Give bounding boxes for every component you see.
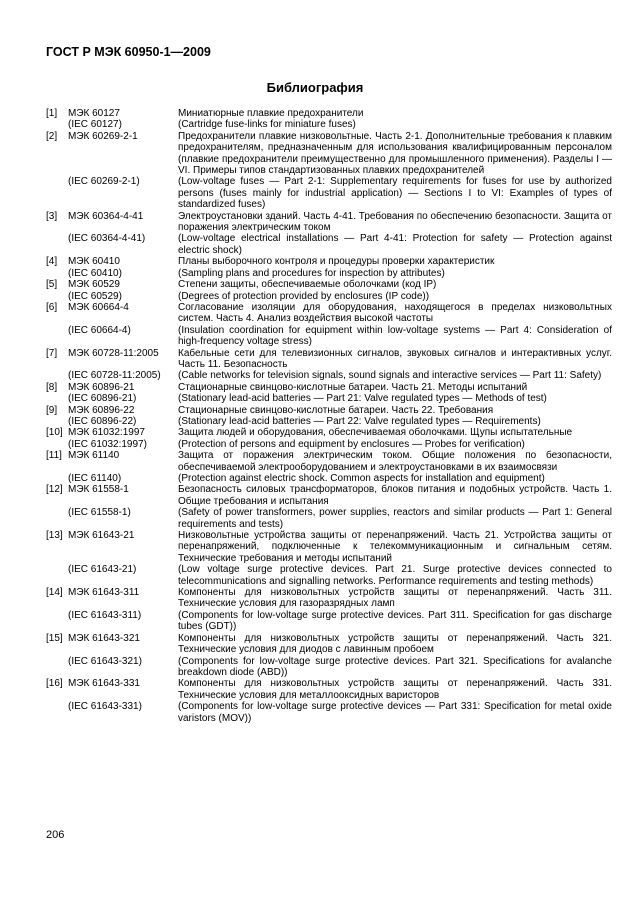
bibliography-entry	[46, 587, 612, 610]
bibliography-entry	[46, 119, 612, 130]
entry-code: (IEC 61643-21)	[68, 564, 137, 576]
entry-number	[46, 370, 68, 381]
entry-code: (IEC 61032:1997)	[68, 438, 147, 450]
entry-code: (IEC 60896-21)	[68, 393, 137, 405]
bibliography-entry	[46, 610, 612, 633]
page-number: 206	[46, 829, 65, 841]
bibliography-entry	[46, 507, 612, 530]
bibliography-entry	[46, 656, 612, 679]
entry-code: МЭК 60410	[68, 256, 120, 268]
entry-code: МЭК 60529	[68, 279, 120, 291]
bibliography-entry	[46, 382, 612, 393]
entry-text: Стационарные свинцово-кислотные батареи. Часть 21. Методы испытаний	[178, 381, 528, 393]
entry-text: Предохранители плавкие низковольтные. Часть 2-1. Дополнительные требования к плавким предохранителям, предназначенным для использования квалифицированным персоналом (плавкие предохранители преимущественно для промышленного применения). Разделы I — VI. Примеры типов стандартизованных плавких предохранителей	[178, 130, 612, 177]
entry-text: (Stationary lead-acid batteries — Part 21: Valve regulated types — Methods of test)	[178, 393, 547, 405]
bibliography-entry	[46, 211, 612, 234]
entry-text: (Insulation coordination for equipment within low-voltage systems — Part 4: Consideration of high-frequency voltage stress)	[178, 324, 612, 348]
entry-number	[46, 656, 68, 679]
entry-text: (Stationary lead-acid batteries — Part 22: Valve regulated types — Requirements)	[178, 415, 541, 427]
entry-code: МЭК 60664-4	[68, 301, 129, 313]
entry-number: [6]	[46, 301, 58, 313]
entry-number: [13]	[46, 530, 63, 542]
entry-code: (IEC 61643-331)	[68, 701, 142, 713]
entry-text: Миниатюрные плавкие предохранители	[178, 108, 364, 119]
bibliography-entry	[46, 427, 612, 438]
entry-code: (IEC 60410)	[68, 267, 122, 279]
entry-code: (IEC 60728-11:2005)	[68, 370, 161, 382]
entry-code: МЭК 60728-11:2005	[68, 347, 159, 359]
entry-code: МЭК 60127	[68, 108, 120, 119]
entry-number	[46, 610, 68, 633]
entry-code: (IEC 60896-22)	[68, 415, 137, 427]
entry-code: (IEC 60269-2-1)	[68, 176, 140, 188]
bibliography-entry	[46, 370, 612, 381]
bibliography-entry	[46, 291, 612, 302]
bibliography-list	[46, 108, 612, 724]
entry-code: (IEC 60364-4-41)	[68, 233, 146, 245]
entry-code: МЭК 61643-321	[68, 632, 140, 644]
bibliography-entry	[46, 405, 612, 416]
entry-code: (IEC 60127)	[68, 119, 122, 131]
bibliography-entry	[46, 564, 612, 587]
bibliography-entry	[46, 678, 612, 701]
entry-number: [3]	[46, 210, 58, 222]
bibliography-entry	[46, 325, 612, 348]
document-header: ГОСТ Р МЭК 60950-1—2009	[46, 45, 211, 59]
page-title: Библиография	[266, 80, 364, 95]
entry-number	[46, 176, 68, 210]
entry-number: [14]	[46, 587, 63, 599]
entry-number	[46, 393, 68, 404]
bibliography-entry	[46, 256, 612, 267]
entry-text: Планы выборочного контроля и процедуры проверки характеристик	[178, 256, 495, 268]
bibliography-entry	[46, 393, 612, 404]
entry-text: (Sampling plans and procedures for inspection by attributes)	[178, 267, 445, 279]
entry-code: МЭК 61643-21	[68, 530, 135, 542]
entry-code: МЭК 60896-22	[68, 404, 135, 416]
entry-number: [11]	[46, 450, 62, 462]
bibliography-entry	[46, 279, 612, 290]
bibliography-entry	[46, 302, 612, 325]
entry-code: (IEC 61643-311)	[68, 609, 142, 621]
bibliography-entry	[46, 233, 612, 256]
entry-text: (Low-voltage electrical installations — Part 4-41: Protection for safety — Protection against electric shock)	[178, 233, 612, 256]
entry-code: (IEC 61140)	[68, 473, 122, 484]
entry-code: МЭК 61643-311	[68, 587, 140, 599]
entry-text: (Protection of persons and equipment by enclosures — Probes for verification)	[178, 438, 525, 450]
entry-text: Степени защиты, обеспечиваемые оболочками (код IP)	[178, 279, 437, 291]
entry-number: [15]	[46, 632, 63, 644]
entry-number: [8]	[46, 381, 58, 393]
entry-text: (Protection against electric shock. Common aspects for installation and equipment)	[178, 473, 545, 484]
entry-number	[46, 473, 68, 484]
bibliography-entry	[46, 530, 612, 564]
entry-number	[46, 233, 68, 256]
bibliography-entry	[46, 701, 612, 724]
bibliography-entry	[46, 473, 612, 484]
entry-code: МЭК 61032:1997	[68, 427, 145, 439]
entry-number	[46, 564, 68, 587]
entry-number: [7]	[46, 347, 58, 359]
entry-code: МЭК 61140	[68, 450, 120, 462]
entry-number	[46, 416, 68, 427]
entry-text: Компоненты для низковольтных устройств защиты от перенапряжений. Часть 311. Технические условия для газоразрядных ламп	[178, 587, 612, 610]
bibliography-entry	[46, 439, 612, 450]
bibliography-entry	[46, 348, 612, 371]
entry-text: Стационарные свинцово-кислотные батареи. Часть 22. Требования	[178, 404, 494, 416]
entry-text: Кабельные сети для телевизионных сигналов, звуковых сигналов и интерактивных услуг. Часть 11. Безопасность	[178, 347, 612, 370]
entry-code: (IEC 60529)	[68, 290, 122, 302]
entry-number	[46, 507, 68, 530]
entry-text: Компоненты для низковольтных устройств защиты от перенапряжений. Часть 321. Технические условия для диодов с лавинным пробоем	[178, 632, 612, 656]
entry-code: (IEC 61558-1)	[68, 507, 131, 519]
entry-code: (IEC 60664-4)	[68, 324, 131, 336]
bibliography-entry	[46, 450, 612, 473]
entry-text: Электроустановки зданий. Часть 4-41. Требования по обеспечению безопасности. Защита от поражения электрическим током	[178, 210, 612, 234]
entry-code: (IEC 61643-321)	[68, 655, 142, 667]
bibliography-entry	[46, 131, 612, 177]
entry-text: (Components for low-voltage surge protective devices. Part 311. Specification for gas discharge tubes (GDT))	[178, 609, 612, 633]
bibliography-entry	[46, 176, 612, 210]
entry-number	[46, 701, 68, 724]
entry-number: [1]	[46, 108, 58, 119]
entry-number: [9]	[46, 404, 58, 416]
entry-text: Низковольтные устройства защиты от перенапряжений. Часть 21. Устройства защиты от перенапряжений, подключенные к телекоммуникационным и сигнальным сетям. Технические требования и методы испытаний	[178, 530, 612, 564]
entry-number: [5]	[46, 279, 58, 291]
entry-number: [12]	[46, 484, 63, 496]
entry-code: МЭК 61558-1	[68, 484, 129, 496]
entry-text: (Low voltage surge protective devices. Part 21. Surge protective devices connected to telecommunications and signalling networks. Performance requirements and testing methods)	[178, 564, 612, 587]
entry-text: (Low-voltage fuses — Part 2-1: Supplementary requirements for fuses for use by authorized persons (fuses mainly for industrial application) — Sections I to VI: Examples of types of standardized fuses)	[178, 176, 612, 211]
bibliography-entry	[46, 108, 612, 119]
entry-code: МЭК 60896-21	[68, 381, 135, 393]
entry-text: (Cartridge fuse-links for miniature fuses)	[178, 119, 356, 131]
entry-text: (Components for low-voltage surge protective devices — Part 331: Specification for metal oxide varistors (MOV))	[178, 701, 612, 724]
bibliography-entry	[46, 633, 612, 656]
entry-number: [4]	[46, 256, 58, 268]
entry-code: МЭК 60364-4-41	[68, 210, 144, 222]
bibliography-entry	[46, 484, 612, 507]
entry-code: МЭК 60269-2-1	[68, 130, 138, 142]
entry-number: [10]	[46, 427, 63, 439]
entry-text: (Degrees of protection provided by enclosures (IP code))	[178, 290, 430, 302]
entry-number	[46, 439, 68, 450]
entry-number	[46, 291, 68, 302]
entry-text: Защита людей и оборудования, обеспечиваемая оболочками. Щупы испытательные	[178, 427, 573, 439]
entry-number	[46, 268, 68, 279]
entry-text: Компоненты для низковольтных устройств защиты от перенапряжений. Часть 331. Технические условия для металлооксидных варисторов	[178, 678, 612, 701]
entry-number	[46, 119, 68, 130]
entry-number	[46, 325, 68, 348]
entry-text: (Components for low-voltage surge protective devices. Part 321. Specifications for avalanche breakdown diode (ABD))	[178, 655, 612, 678]
bibliography-entry	[46, 416, 612, 427]
entry-number: [16]	[46, 678, 63, 690]
entry-text: (Cable networks for television signals, sound signals and interactive services — Part 11: Safety)	[178, 370, 602, 382]
entry-code: МЭК 61643-331	[68, 678, 140, 690]
entry-text: Безопасность силовых трансформаторов, блоков питания и подобных устройств. Часть 1. Общие требования и испытания	[178, 484, 612, 507]
entry-text: (Safety of power transformers, power supplies, reactors and similar products — Part 1: General requirements and tests)	[178, 507, 612, 530]
entry-number: [2]	[46, 130, 58, 142]
entry-text: Согласование изоляции для оборудования, находящегося в пределах низковольтных систем. Часть 4. Анализ воздействия высокой частоты	[178, 301, 612, 325]
entry-text: Защита от поражения электрическим током. Общие положения по безопасности, обеспечиваемой электрооборудованием и электроустановками в их взаимосвязи	[178, 450, 612, 473]
bibliography-entry	[46, 268, 612, 279]
